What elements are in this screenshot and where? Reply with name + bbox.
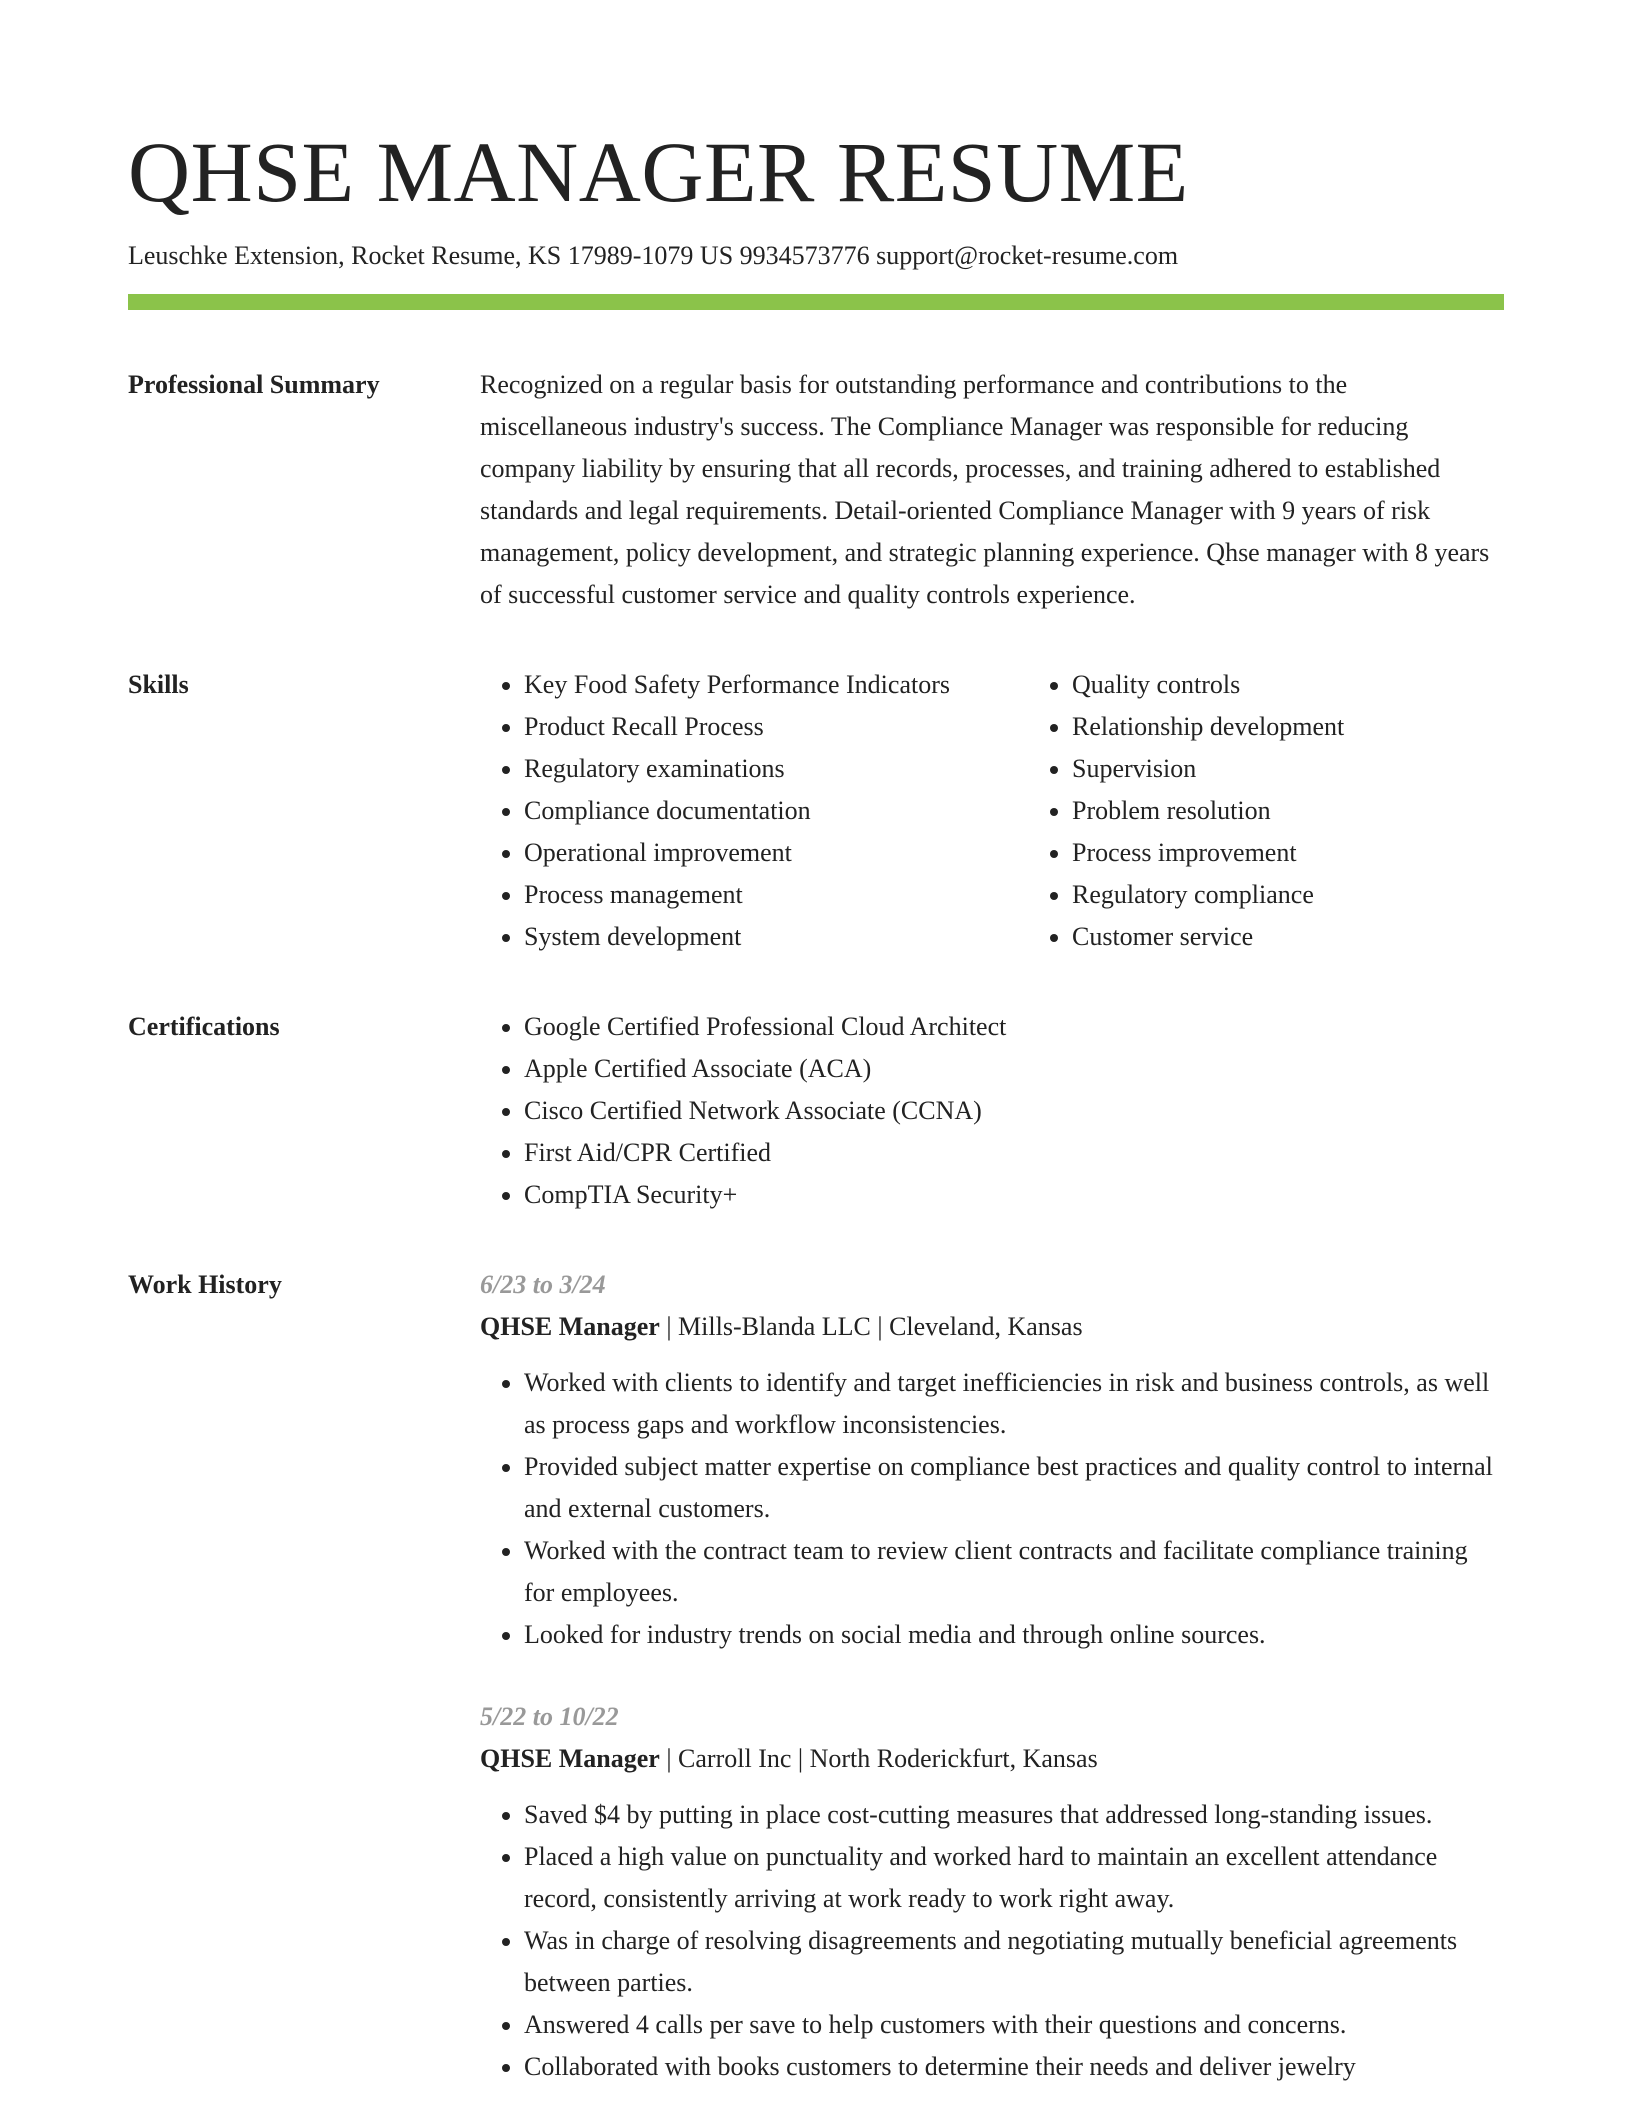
list-item: • Apple Certified Associate (ACA) <box>524 1048 1504 1090</box>
skills-list-left <box>480 664 1028 958</box>
section-label-work-history: Work History <box>128 1270 282 1299</box>
job-heading <box>480 1738 1504 1780</box>
list-item: • Quality controls <box>1072 664 1504 706</box>
list-item: • Regulatory compliance <box>1072 874 1504 916</box>
job-bullets <box>480 1362 1504 1656</box>
list-item: • CompTIA Security+ <box>524 1174 1504 1216</box>
list-item: • Key Food Safety Performance Indicators <box>524 664 1028 706</box>
summary-text: Recognized on a regular basis for outstanding performance and contributions to the miscellaneous industry's success. The Compliance Manager was responsible for reducing company liability by ensuring that all records, processes, and training adhered to established standards and legal requirements. Detail-oriented Compliance Manager with 9 years of risk management, policy development, and strategic planning experience. Qhse manager with 8 years of successful customer service and quality controls experience. <box>480 370 1490 609</box>
list-item: • Process management <box>524 874 1028 916</box>
resume-title: QHSE MANAGER RESUME <box>128 124 1189 220</box>
job-dates: 6/23 to 3/24 <box>480 1270 606 1299</box>
list-item: • System development <box>524 916 1028 958</box>
list-item: • Customer service <box>1072 916 1504 958</box>
list-item: • Saved $4 by putting in place cost-cutting measures that addressed long-standing issues. <box>524 1794 1504 1836</box>
list-item: • Product Recall Process <box>524 706 1028 748</box>
list-item: • Looked for industry trends on social media and through online sources. <box>524 1614 1504 1656</box>
job-entry <box>480 1264 1504 1656</box>
job-title: QHSE Manager <box>480 1744 660 1773</box>
contact-line <box>128 236 1504 276</box>
contact-address: Leuschke Extension, Rocket Resume, KS 17989-1079 US <box>128 241 734 270</box>
job-bullets <box>480 1794 1504 2088</box>
skills-list-right <box>1028 664 1504 958</box>
list-item: • Problem resolution <box>1072 790 1504 832</box>
job-heading <box>480 1306 1504 1348</box>
section-certifications <box>128 1006 1504 1216</box>
section-label-certifications: Certifications <box>128 1012 280 1041</box>
list-item: • Google Certified Professional Cloud Architect <box>524 1006 1504 1048</box>
list-item: • First Aid/CPR Certified <box>524 1132 1504 1174</box>
list-item: • Compliance documentation <box>524 790 1028 832</box>
header-divider <box>128 294 1504 310</box>
contact-email: support@rocket-resume.com <box>876 241 1179 270</box>
list-item: • Cisco Certified Network Associate (CCNA) <box>524 1090 1504 1132</box>
list-item: • Worked with clients to identify and target inefficiencies in risk and business controls, as well as process gaps and workflow inconsistencies. <box>524 1362 1504 1446</box>
section-label-summary: Professional Summary <box>128 370 380 399</box>
list-item: • Was in charge of resolving disagreements and negotiating mutually beneficial agreements between parties. <box>524 1920 1504 2004</box>
resume-page <box>128 112 1504 2088</box>
job-employer: | Mills-Blanda LLC | Cleveland, Kansas <box>659 1312 1083 1341</box>
job-entry <box>480 1696 1504 2088</box>
job-title: QHSE Manager <box>480 1312 660 1341</box>
list-item: • Placed a high value on punctuality and worked hard to maintain an excellent attendance record, consistently arriving at work ready to work right away. <box>524 1836 1504 1920</box>
list-item: • Collaborated with books customers to determine their needs and deliver jewelry <box>524 2046 1504 2088</box>
list-item: • Supervision <box>1072 748 1504 790</box>
section-work-history <box>128 1264 1504 2088</box>
list-item: • Worked with the contract team to review client contracts and facilitate compliance training for employees. <box>524 1530 1504 1614</box>
contact-phone: 9934573776 <box>739 241 870 270</box>
job-dates: 5/22 to 10/22 <box>480 1702 619 1731</box>
list-item: • Answered 4 calls per save to help customers with their questions and concerns. <box>524 2004 1504 2046</box>
certifications-list <box>480 1006 1504 1216</box>
list-item: • Operational improvement <box>524 832 1028 874</box>
list-item: • Provided subject matter expertise on compliance best practices and quality control to internal and external customers. <box>524 1446 1504 1530</box>
section-summary <box>128 364 1504 616</box>
list-item: • Relationship development <box>1072 706 1504 748</box>
section-label-skills: Skills <box>128 670 189 699</box>
list-item: • Regulatory examinations <box>524 748 1028 790</box>
job-employer: | Carroll Inc | North Roderickfurt, Kansas <box>659 1744 1098 1773</box>
section-skills <box>128 664 1504 958</box>
list-item: • Process improvement <box>1072 832 1504 874</box>
